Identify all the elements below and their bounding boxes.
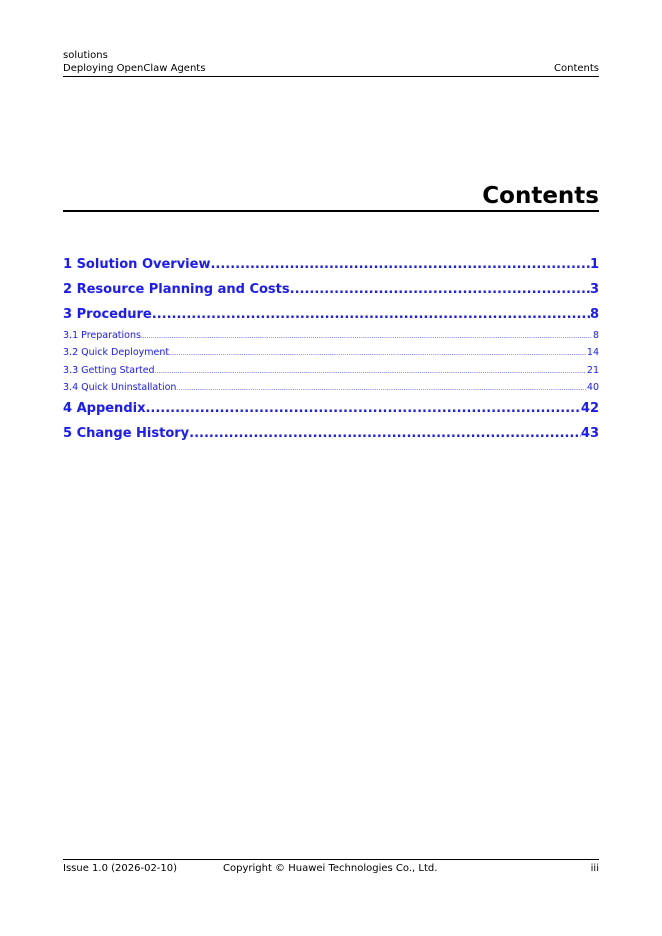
- toc-entry-change-history[interactable]: [63, 421, 599, 446]
- toc-leader: [176, 380, 585, 396]
- toc-entry-appendix[interactable]: [63, 396, 599, 421]
- page-header: [63, 48, 599, 77]
- toc-entry-page: 8: [589, 307, 599, 322]
- toc-entry-page: 40: [586, 381, 599, 393]
- toc-leader: [141, 328, 592, 344]
- toc-entry-label: 3.1 Preparations: [63, 330, 141, 341]
- toc-leader: [210, 252, 589, 277]
- header-product: solutions: [63, 50, 108, 61]
- toc-entry-resource-planning[interactable]: [63, 277, 599, 302]
- toc-leader: [155, 363, 586, 379]
- toc-entry-page: 1: [589, 257, 599, 272]
- toc-entry-label: 1 Solution Overview: [63, 257, 211, 272]
- footer-page-number: iii: [590, 863, 599, 874]
- title-divider: [63, 210, 599, 212]
- toc-entry-label: 5 Change History: [63, 426, 190, 442]
- toc-entry-label: 3.3 Getting Started: [63, 364, 155, 376]
- page-footer: [63, 859, 599, 876]
- toc-entry-label: 3 Procedure: [63, 307, 152, 322]
- toc-leader: [152, 302, 590, 327]
- header-document-title: Deploying OpenClaw Agents: [63, 63, 206, 74]
- toc-entry-page: 8: [592, 330, 599, 341]
- toc-entry-page: 42: [580, 401, 599, 417]
- toc-leader: [290, 277, 590, 302]
- toc-leader: [169, 345, 586, 361]
- toc-entry-quick-deployment[interactable]: [63, 344, 599, 361]
- toc-entry-quick-uninstallation[interactable]: [63, 379, 599, 396]
- toc-entry-getting-started[interactable]: [63, 362, 599, 379]
- toc-entry-page: 14: [586, 347, 599, 359]
- toc-entry-preparations[interactable]: [63, 327, 599, 344]
- toc-entry-label: 4 Appendix: [63, 401, 146, 417]
- toc-entry-label: 3.2 Quick Deployment: [63, 347, 170, 359]
- footer-copyright: Copyright © Huawei Technologies Co., Ltd.: [223, 863, 438, 874]
- toc-entry-label: 3.4 Quick Uninstallation: [63, 381, 177, 393]
- header-section: Contents: [554, 63, 599, 74]
- page-title: Contents: [482, 183, 599, 209]
- toc-entry-procedure[interactable]: [63, 302, 599, 327]
- toc-entry-page: 21: [586, 364, 599, 376]
- footer-issue: Issue 1.0 (2026-02-10): [63, 863, 178, 874]
- table-of-contents: [63, 252, 599, 446]
- toc-entry-label: 2 Resource Planning and Costs: [63, 282, 290, 297]
- toc-leader: [189, 421, 581, 446]
- toc-leader: [145, 396, 580, 421]
- toc-entry-solution-overview[interactable]: [63, 252, 599, 277]
- toc-entry-page: 3: [589, 282, 599, 297]
- toc-entry-page: 43: [580, 426, 599, 442]
